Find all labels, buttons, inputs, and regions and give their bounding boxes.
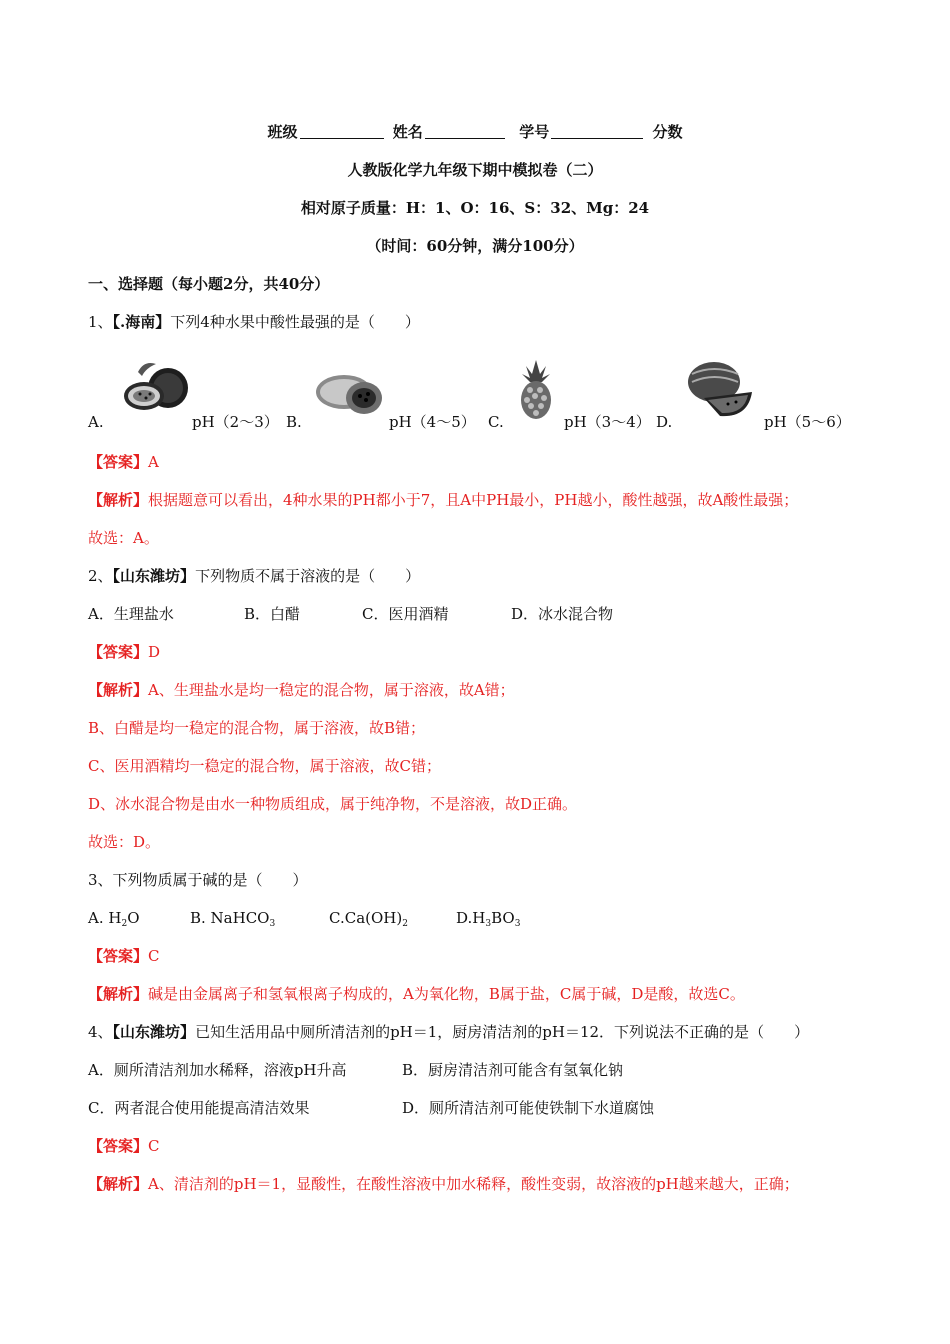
exam-title: 人教版化学九年级下期中模拟卷（二） bbox=[347, 161, 603, 179]
q3-analysis-line-1: 【解析】碱是由金属离子和氢氧根离子构成的，A为氧化物，B属于盐，C属于碱，D是酸，故选C。 bbox=[88, 985, 745, 1003]
q2-answer: 【答案】D bbox=[88, 643, 161, 661]
q4-option-a: A．厕所清洁剂加水稀释，溶液pH升高 bbox=[88, 1061, 347, 1079]
question-3-stem: 3、下列物质属于碱的是（ ） bbox=[88, 871, 308, 889]
q3-answer: 【答案】C bbox=[88, 947, 160, 965]
q3-option-c: $C.Ca(OH)_2$ bbox=[329, 909, 408, 929]
q1-answer: 【答案】A bbox=[88, 453, 159, 471]
q1-option-a-letter: A. bbox=[88, 413, 104, 431]
q2-option-a: A．生理盐水 bbox=[88, 605, 174, 623]
q3-option-b: B. NaHCO$_3$ bbox=[190, 909, 276, 929]
id-label: 学号 bbox=[519, 123, 550, 141]
papaya-icon bbox=[314, 364, 386, 418]
time-info: （时间：60分钟，满分100分） bbox=[366, 237, 584, 255]
q3-option-d: $D.H_3BO_3$ bbox=[456, 909, 521, 929]
student-info-line bbox=[0, 122, 950, 142]
question-2-stem: 2、【山东潍坊】下列物质不属于溶液的是（ ） bbox=[88, 567, 421, 585]
q1-option-c-letter: C. bbox=[488, 413, 504, 431]
q2-option-c: C．医用酒精 bbox=[362, 605, 449, 623]
passion-fruit-icon bbox=[116, 356, 190, 418]
q4-option-d: D．厕所清洁剂可能使铁制下水道腐蚀 bbox=[402, 1099, 655, 1117]
q1-option-a-ph: pH（2～3） bbox=[192, 413, 279, 431]
watermelon-icon bbox=[684, 358, 756, 420]
q1-analysis-line-2: 故选：A。 bbox=[88, 529, 159, 547]
q2-option-b: B．白醋 bbox=[244, 605, 301, 623]
q1-analysis-line-1: 【解析】根据题意可以看出，4种水果的PH都小于7，且A中PH最小，PH越小，酸性越强，故A酸性最强； bbox=[88, 491, 799, 509]
q2-analysis-line-1: 【解析】A、生理盐水是均一稳定的混合物，属于溶液，故A错； bbox=[88, 681, 515, 699]
q3-option-a: A. $H_2O$ bbox=[88, 909, 140, 929]
q2-analysis-line-2: B、白醋是均一稳定的混合物，属于溶液，故B错； bbox=[88, 719, 426, 737]
q1-option-d-ph: pH（5～6） bbox=[764, 413, 851, 431]
question-1-stem: 1、【.海南】下列4种水果中酸性最强的是（ ） bbox=[88, 313, 420, 331]
q2-analysis-line-4: D、冰水混合物是由水一种物质组成，属于纯净物，不是溶液，故D正确。 bbox=[88, 795, 578, 813]
class-blank bbox=[300, 122, 384, 139]
q4-analysis-line-1: 【解析】A、清洁剂的pH＝1，显酸性，在酸性溶液中加水稀释，酸性变弱，故溶液的pH越来越大，正确； bbox=[88, 1175, 799, 1193]
q4-option-b: B．厨房清洁剂可能含有氢氧化钠 bbox=[402, 1061, 624, 1079]
q4-option-c: C．两者混合使用能提高清洁效果 bbox=[88, 1099, 310, 1117]
name-blank bbox=[425, 122, 505, 139]
q1-option-b-ph: pH（4～5） bbox=[389, 413, 476, 431]
question-4-stem: 4、【山东潍坊】已知生活用品中厕所清洁剂的pH＝1，厨房清洁剂的pH＝12．下列说法不正确的是（ ） bbox=[88, 1023, 810, 1041]
section-title: 一、选择题（每小题2分，共40分） bbox=[88, 275, 330, 293]
q4-answer: 【答案】C bbox=[88, 1137, 160, 1155]
q2-option-d: D．冰水混合物 bbox=[511, 605, 614, 623]
id-blank bbox=[551, 122, 643, 139]
class-label: 班级 bbox=[267, 123, 298, 141]
q1-option-d-letter: D. bbox=[656, 413, 673, 431]
atomic-mass-info: 相对原子质量：H：1、O：16、S：32、Mg：24 bbox=[300, 199, 650, 217]
name-label: 姓名 bbox=[392, 123, 423, 141]
q1-option-b-letter: B. bbox=[286, 413, 302, 431]
q2-analysis-line-3: C、医用酒精均一稳定的混合物，属于溶液，故C错； bbox=[88, 757, 441, 775]
q1-option-c-ph: pH（3～4） bbox=[564, 413, 651, 431]
score-label: 分数 bbox=[652, 123, 683, 141]
q2-analysis-line-5: 故选：D。 bbox=[88, 833, 161, 851]
pineapple-icon bbox=[516, 358, 556, 420]
